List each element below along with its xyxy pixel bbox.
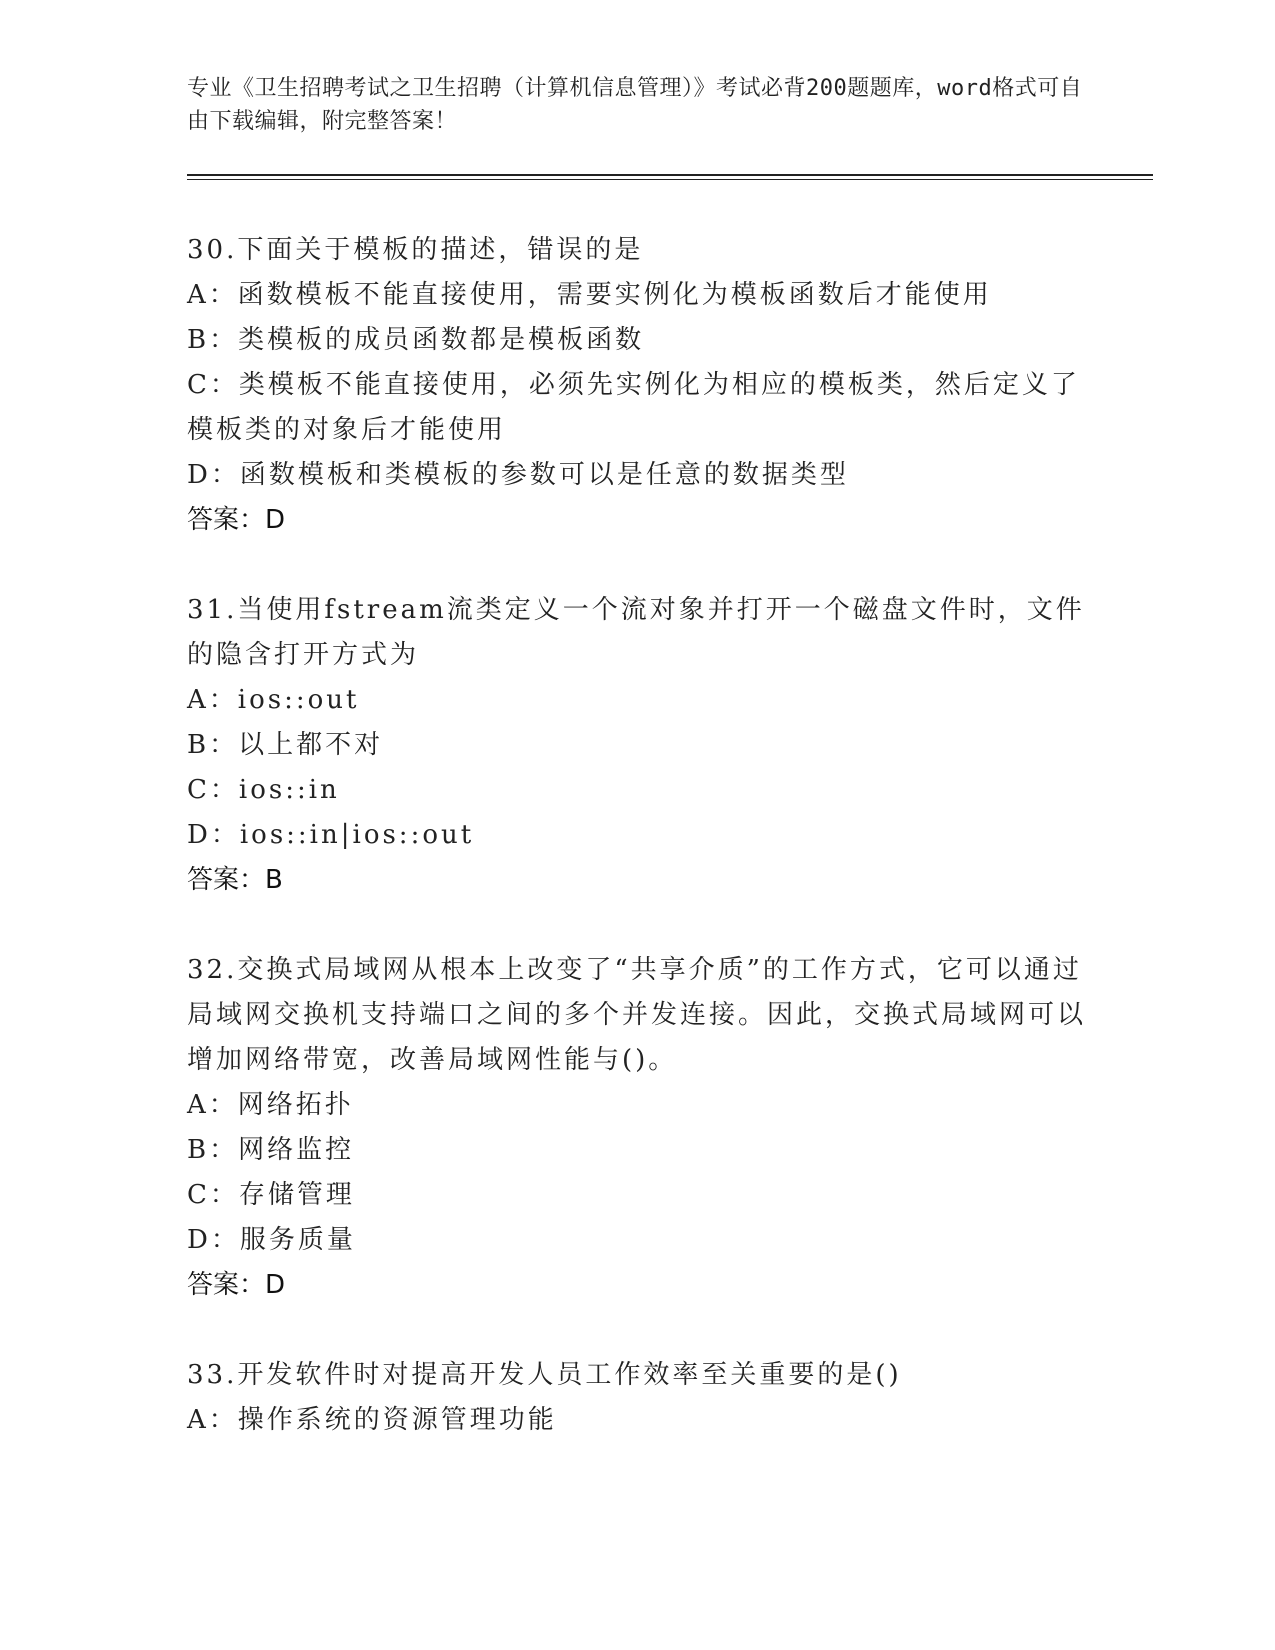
option-b: B：类模板的成员函数都是模板函数 xyxy=(187,325,645,355)
question-stem: 30.下面关于模板的描述，错误的是 xyxy=(187,235,644,265)
question-stem: 33.开发软件时对提高开发人员工作效率至关重要的是() xyxy=(187,1360,902,1390)
question-stem: 31.当使用fstream流类定义一个流对象并打开一个磁盘文件时，文件的隐含打开方式为 xyxy=(187,595,1085,670)
question-item xyxy=(187,588,1157,903)
answer-line: 答案：D xyxy=(187,1270,286,1300)
document-page xyxy=(187,72,1157,1488)
option-c: C：类模板不能直接使用，必须先实例化为相应的模板类，然后定义了模板类的对象后才能使用 xyxy=(187,370,1080,445)
option-a: A：操作系统的资源管理功能 xyxy=(187,1405,557,1435)
option-c: C：ios::in xyxy=(187,775,340,805)
option-d: D：服务质量 xyxy=(187,1225,356,1255)
option-d: D：ios::in|ios::out xyxy=(187,820,475,850)
question-stem: 32.交换式局域网从根本上改变了“共享介质”的工作方式，它可以通过局域网交换机支持端口之间的多个并发连接。因此，交换式局域网可以增加网络带宽，改善局域网性能与()。 xyxy=(187,955,1087,1075)
option-b: B：网络监控 xyxy=(187,1135,355,1165)
option-a: A：ios::out xyxy=(187,685,360,715)
header-divider xyxy=(187,174,1153,180)
document-header: 专业《卫生招聘考试之卫生招聘（计算机信息管理）》考试必背200题题库，word格式可自由下载编辑，附完整答案！ xyxy=(187,76,1083,134)
option-a: A：函数模板不能直接使用，需要实例化为模板函数后才能使用 xyxy=(187,280,992,310)
option-b: B：以上都不对 xyxy=(187,730,384,760)
question-item xyxy=(187,1353,1157,1443)
option-c: C：存储管理 xyxy=(187,1180,355,1210)
question-item xyxy=(187,228,1157,543)
answer-line: 答案：D xyxy=(187,505,286,535)
option-d: D：函数模板和类模板的参数可以是任意的数据类型 xyxy=(187,460,849,490)
answer-line: 答案：B xyxy=(187,865,283,895)
question-list xyxy=(187,228,1157,1443)
option-a: A：网络拓扑 xyxy=(187,1090,354,1120)
question-item xyxy=(187,948,1157,1308)
